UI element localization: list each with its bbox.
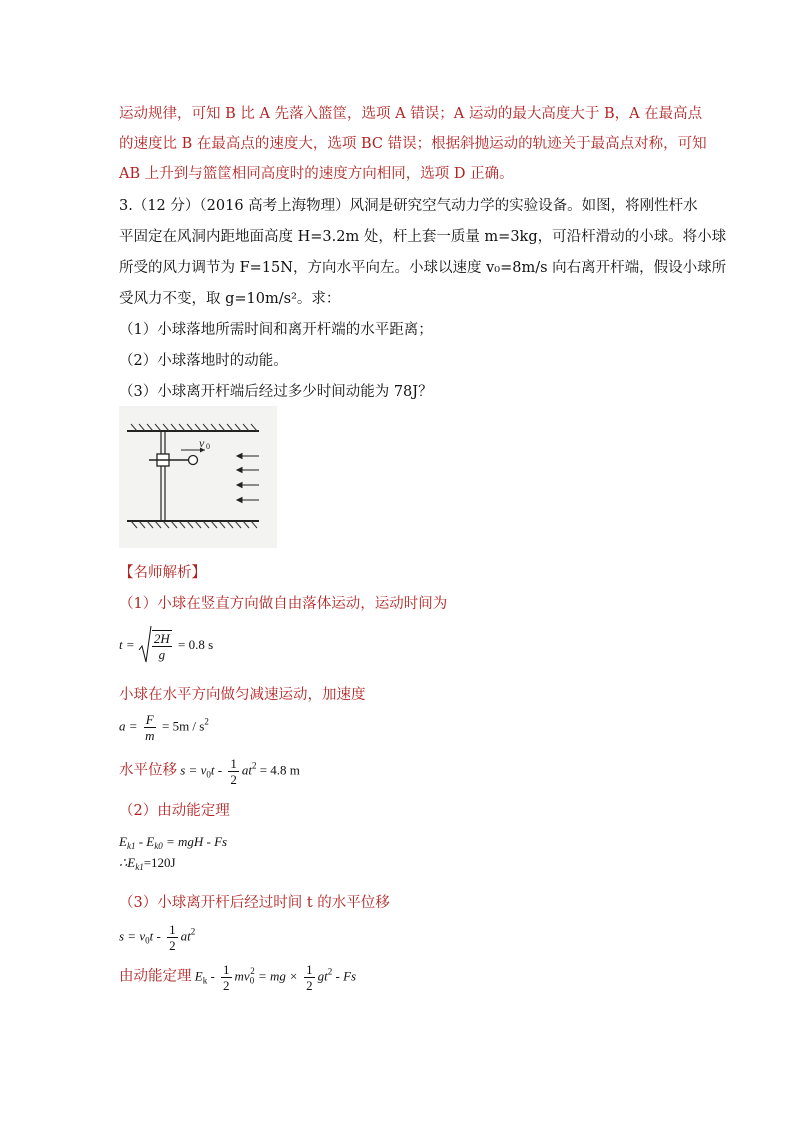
question-1: （1）小球落地所需时间和离开杆端的水平距离； [119,322,433,338]
analysis-part-2: 小球在水平方向做匀减速运动，加速度 [119,687,366,703]
sqrt-sign [138,624,152,668]
question-3: （3）小球离开杆端后经过多少时间动能为 78J？ [119,384,433,400]
problem-line-3: 所受的风力调节为 F=15N，方向水平向左。小球以速度 v₀=8m/s 向右离开杆端，假设小球所 [119,260,727,276]
question-2: （2）小球落地时的动能。 [119,353,288,369]
equation-time: t = $\frac{2H}{g}$ = 0.8 s [119,624,213,668]
v0-label: v [199,436,205,450]
equation-final-energy: $\therefore E_{k1}=120J$ [119,855,176,872]
equation-energy-t: 由动能定理 $E_k$ - $\frac{1}{2}$ $mv_0^2$ = mg × $\frac{1}{2}$ $gt^2$ - Fs [119,962,357,993]
analysis-part-3-heading: （3）小球离开杆后经过时间 t 的水平位移 [119,895,390,911]
wind-arrows [237,454,259,503]
equation-acceleration: a = $\frac{F}{m}$ = $5m / s^2$ [119,712,209,743]
solution-line-2: 的速度比 B 在最高点的速度大，选项 BC 错误；根据斜抛运动的轨迹关于最高点对称，可知 [119,136,707,152]
analysis-part-2-heading: （2）由动能定理 [119,803,230,819]
equation-displacement-t: $s = v_0t$ - $\frac{1}{2}$ $at^2$ [119,922,196,953]
wind-tunnel-diagram [119,406,277,548]
analysis-heading: 【名师解析】 [119,565,206,581]
wind-tunnel-figure [119,406,277,548]
solution-line-1: 运动规律，可知 B 比 A 先落入篮筐，选项 A 错误；A 运动的最大高度大于 B，A 在最高点 [119,106,703,122]
problem-line-2: 平固定在风洞内距地面高度 H=3.2m 处，杆上套一质量 m=3kg，可沿杆滑动的小球。将小球 [119,229,727,245]
solution-line-3: AB 上升到与篮筐相同高度时的速度方向相同，选项 D 正确。 [119,166,514,182]
equation-displacement: 水平位移 $s = v_0t$ - $\frac{1}{2}$ $at^2 = 4.8$ m [119,756,300,787]
ball [189,456,198,465]
vertical-support [161,432,165,520]
v0-subscript: 0 [206,442,210,451]
analysis-part-1: （1）小球在竖直方向做自由落体运动，运动时间为 [119,596,448,612]
problem-line-4: 受风力不变，取 g=10m/s²。求： [119,291,341,307]
equation-energy-theorem: $E_{k1} - E_{k0}$ = mgH - Fs [119,834,228,851]
problem-line-1: 3.（12 分）（2016 高考上海物理）风洞是研究空气动力学的实验设备。如图，将刚性杆水 [119,198,698,214]
